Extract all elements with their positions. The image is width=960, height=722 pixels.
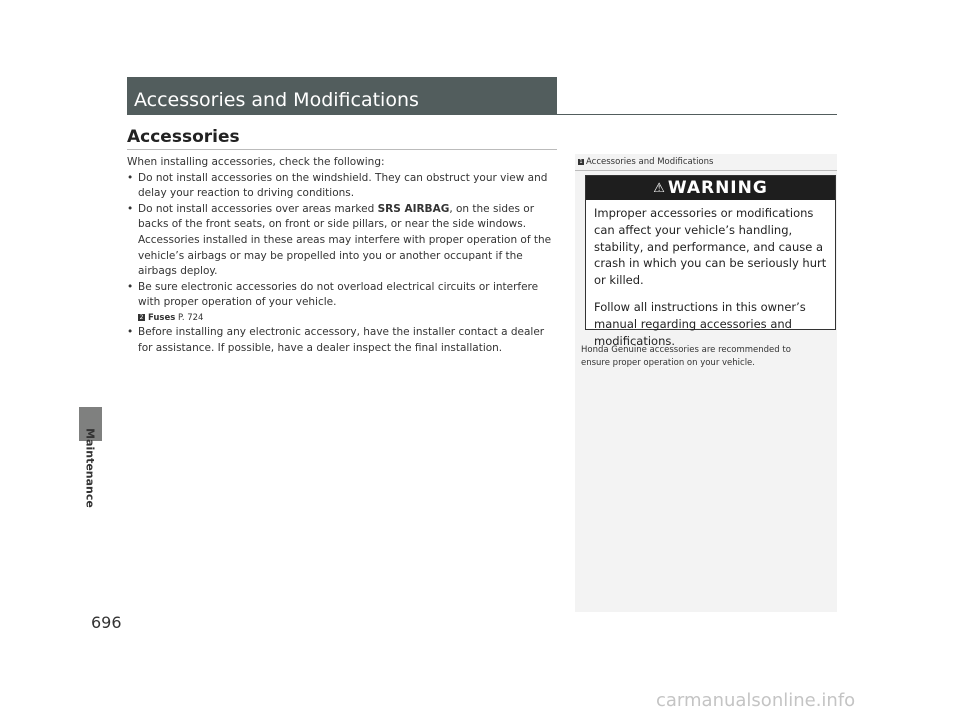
bullet-text: Do not install accessories over areas marked (138, 202, 378, 215)
bullet-continuation: Accessories installed in these areas may interfere with proper operation of the vehicle’s airbags or may be propelled into you or another occupant if the airbags deploy. (138, 233, 552, 278)
warning-header (586, 176, 835, 200)
page-number: 696 (91, 613, 122, 632)
list-item (127, 280, 559, 311)
bullet-icon: • (127, 325, 134, 338)
cross-reference-link[interactable] (127, 311, 559, 325)
bullet-text: Do not install accessories on the windshield. They can obstruct your view and delay your reaction to driving conditions. (138, 171, 548, 200)
side-section-label: Maintenance (83, 428, 97, 508)
main-content (127, 155, 559, 356)
intro-text: When installing accessories, check the following: (127, 156, 385, 168)
bullet-text: Be sure electronic accessories do not overload electrical circuits or interfere with proper operation of your vehicle. (138, 280, 539, 309)
page-title: Accessories and Modifications (127, 77, 557, 115)
warning-triangle-icon: ⚠ (653, 181, 666, 196)
list-item (127, 171, 559, 202)
bullet-icon: • (127, 280, 134, 293)
list-item (127, 325, 559, 356)
reference-page: P. 724 (175, 312, 204, 323)
bullet-text: Before installing any electronic accessory, have the installer contact a dealer for assistance. If possible, have a dealer inspect the final installation. (138, 325, 545, 354)
note-marker-icon: 1 (579, 158, 583, 165)
bullet-text: , on the sides or backs of the front seats, on front or side pillars, or near the side windows. (138, 202, 535, 231)
reference-label: Fuses (148, 312, 176, 323)
srs-airbag-label: SRS AIRBAG (377, 202, 450, 215)
sidebar-notes (575, 154, 837, 612)
list-item (127, 202, 559, 280)
bullet-icon: • (127, 171, 134, 184)
sidebar-heading-text: Accessories and Modifications (586, 157, 714, 167)
warning-body (586, 200, 835, 349)
section-rule (127, 149, 557, 150)
warning-text: Follow all instructions in this owner’s manual regarding accessories and modifications. (594, 299, 806, 348)
bullet-icon: • (127, 202, 134, 215)
title-rule (557, 114, 837, 115)
sidebar-note: Honda Genuine accessories are recommended to ensure proper operation on your vehicle. (581, 345, 791, 368)
sidebar-rule (575, 170, 837, 171)
sidebar-heading (578, 157, 713, 167)
warning-title: WARNING (667, 178, 768, 198)
section-title: Accessories (127, 127, 240, 147)
reference-arrow-icon: 2 (139, 313, 144, 321)
warning-box (585, 175, 836, 348)
watermark-text: carmanualsonline.info (656, 690, 856, 711)
warning-text: Improper accessories or modifications can affect your vehicle’s handling, stability, and performance, and cause a crash in which you can be seriously hurt or killed. (594, 206, 827, 288)
